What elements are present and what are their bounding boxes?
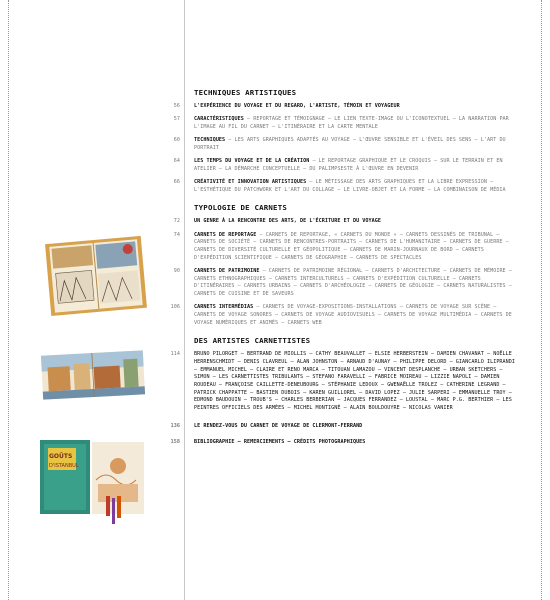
toc-entry: [160, 351, 518, 413]
toc-entry: [160, 137, 518, 152]
toc-entry: [160, 304, 518, 327]
entry-title: CARACTÉRISTIQUES: [194, 116, 244, 123]
page-number: 90: [173, 267, 180, 274]
entry-description: – LE REPORTAGE GRAPHIQUE ET LE CROQUIS – SUR LE TERRAIN ET EN ATELIER – LA DÉMARCHE CONCEPTUELLE – DU PALIMPSESTE À L'ŒUVRE EN DEVENIR: [194, 158, 503, 172]
toc-entry: [160, 232, 518, 263]
page-number: 56: [173, 103, 180, 109]
page-number: 72: [173, 218, 180, 225]
section-heading: TYPOLOGIE DE CARNETS: [194, 203, 287, 213]
page-number: 66: [173, 178, 180, 185]
toc-section: [160, 88, 518, 194]
toc-closing-entry: [160, 439, 518, 447]
toc-closing-entry: [160, 423, 518, 431]
toc-entry: [160, 116, 518, 131]
entry-title: CARNETS DE REPORTAGE: [194, 231, 257, 238]
section-heading: TECHNIQUES ARTISTIQUES: [194, 88, 297, 97]
entry-description: – CARNETS DE PATRIMOINE RÉGIONAL – CARNETS D'ARCHITECTURE – CARNETS DE MÉMOIRE – CARNETS ETHNOGRAPHIQUES – CARNETS INTERCULTURELS – CARNETS D'EXPÉDITION CULTURELLE – CARNETS D'ITINÉRAIRES – CARNETS URBAINS – CARNETS D'ARCHÉOLOGIE – CARNETS DE GÉOLOGIE – CARNETS NATURALISTES – CARNETS DE CUISINE ET DE SAVEURS: [194, 267, 512, 297]
entry-description: – CARNETS DE VOYAGE-EXPOSITIONS-INSTALLATIONS – CARNETS DE VOYAGE SUR SCÈNE – CARNETS DE VOYAGE SONORES – CARNETS DE VOYAGE AUDIOVISUELS – CARNETS DE VOYAGE MULTIMÉDIA – CARNETS DE VOYAGE NUMÉRIQUES ET ANIMÉS – CARNETS WEB: [194, 304, 512, 326]
page-number: 114: [170, 351, 180, 358]
entry-title: UN GENRE À LA RENCONTRE DES ARTS, DE L'ÉCRITURE ET DU VOYAGE: [194, 218, 382, 225]
toc-entry: [160, 268, 518, 299]
toc-section: [160, 203, 518, 327]
carnet-istanbul-thumbnail: [36, 436, 148, 528]
section-heading: DES ARTISTES CARNETTISTES: [194, 336, 311, 346]
entry-description: BRUNO PILORGET – BERTRAND DE MIOLLIS – CATHY BEAUVALLET – ELSIE HERBERSTEIN – DAMIEN CHAVANAT – NOËLLE HERRENSCHMIDT – DENIS CLAVREUL – ALAN JOHNSTON – ARNAUD D'AUNAY – PHILIPPE DELORD – GIANCARLO ILIPRANDI – EMMANUEL MICHEL – CLAIRE ET RENO MARCA – TITOUAN LAMAZOU – VINCENT DESPLANCHE – URBAN SKETCHERS – SIMON – LES CARNETTISTES TRIBULANTS – STEFANO FARAVELLI – FABRICE MOIREAU – LIZZIE NAPOLI – DAMIEN ROUDEAU – FRANÇOISE CAILLETTE-DENEUBOURG – STÉPHANIE LEDOUX – GWENAËLLE TROLEZ – CATHERINE LEGRAND – PATRICK CHAPPATTE – BASTIEN DUBOIS – KAREN GUILLOREL – DAVID LOPEZ – JULIE SARPERI – EMMANUELLE TROY – EDMOND BAUDOUIN – TROUB'S – CHARLES BERBERIAN – JACQUES FERRANDEZ – LOUSTAL – MARC P.G. BERTHIER – LES PEINTRES OFFICIELS DES ARMÉES – MICHEL MONTIGNÉ – ALAIN BOULDOUYRE – NICOLAS VANIER: [194, 351, 516, 412]
entry-title: LES TEMPS DU VOYAGE ET DE LA CRÉATION: [194, 158, 310, 165]
carnet-reportage-thumbnail: [40, 232, 150, 320]
page-number: 136: [170, 423, 180, 430]
entry-title: CARNETS DE PATRIMOINE: [194, 267, 260, 274]
page-number: 158: [170, 439, 180, 446]
svg-text:D'ISTANBUL: D'ISTANBUL: [49, 463, 79, 469]
toc-sections: [160, 88, 518, 413]
toc-entry: [160, 103, 518, 111]
svg-text:GOÛTS: GOÛTS: [49, 453, 73, 460]
entry-description: – LE MÉTISSAGE DES ARTS GRAPHIQUES ET LA LIBRE EXPRESSION – L'ESTHÉTIQUE DU PATCHWORK ET L'ART DU COLLAGE – LE LIVRE-OBJET ET LA FORME – LA COMBINAISON DE MÉDIA: [194, 178, 506, 193]
entry-title: L'EXPÉRIENCE DU VOYAGE ET DU REGARD, L'ARTISTE, TÉMOIN ET VOYAGEUR: [194, 103, 400, 109]
page-number: 57: [173, 116, 180, 123]
entry-description: – CARNETS DE REPORTAGE, « CARNETS DU MONDE » – CARNETS DESSINÉS DE TRIBUNAL – CARNETS DE SOCIÉTÉ – CARNETS DE RENCONTRES-PORTRAITS – CARNETS DE L'HUMANITAIRE – CARNETS DE GUERRE – CARNETS DE DIVERSITÉ CULTURELLE ET GÉOPOLITIQUE – CARNETS DE MARIN-JOURNAUX DE BORD – CARNETS D'EXPÉDITION SCIENTIFIQUE – CARNETS DE GÉOGRAPHIE – CARNETS DE SPECTACLES: [194, 231, 509, 261]
toc-entry: [160, 218, 518, 226]
entry-title: LE RENDEZ-VOUS DU CARNET DE VOYAGE DE CLERMONT-FERRAND: [194, 423, 363, 430]
entry-description: – LES ARTS GRAPHIQUES ADAPTÉS AU VOYAGE – L'ŒUVRE SENSIBLE ET L'ÉVEIL DES SENS – L'ART DU PORTRAIT: [194, 137, 506, 151]
page-number: 106: [170, 304, 180, 311]
toc-closing: [160, 423, 518, 446]
page-number: 64: [173, 158, 180, 165]
toc-entry: [160, 179, 518, 194]
entry-title: BIBLIOGRAPHIE – REMERCIEMENTS – CRÉDITS PHOTOGRAPHIQUES: [194, 439, 366, 446]
entry-title: CRÉATIVITÉ ET INNOVATION ARTISTIQUES: [194, 178, 307, 185]
page-number: 60: [173, 137, 180, 144]
table-of-contents: [160, 88, 518, 455]
toc-section: [160, 336, 518, 413]
left-dotted-border: [8, 0, 9, 600]
carnet-patrimoine-thumbnail: [38, 345, 148, 405]
entry-title: CARNETS INTERMÉDIAS: [194, 304, 254, 311]
toc-entry: [160, 158, 518, 173]
right-dotted-border: [541, 0, 542, 600]
entry-description: – REPORTAGE ET TÉMOIGNAGE – LE LIEN TEXTE-IMAGE OU L'ICONOTEXTUEL – LA NARRATION PAR L'IMAGE AU FIL DU CARNET – L'ITINÉRAIRE ET LA CARTE MENTALE: [194, 116, 509, 130]
entry-title: TECHNIQUES: [194, 137, 226, 144]
page-number: 74: [173, 231, 180, 238]
